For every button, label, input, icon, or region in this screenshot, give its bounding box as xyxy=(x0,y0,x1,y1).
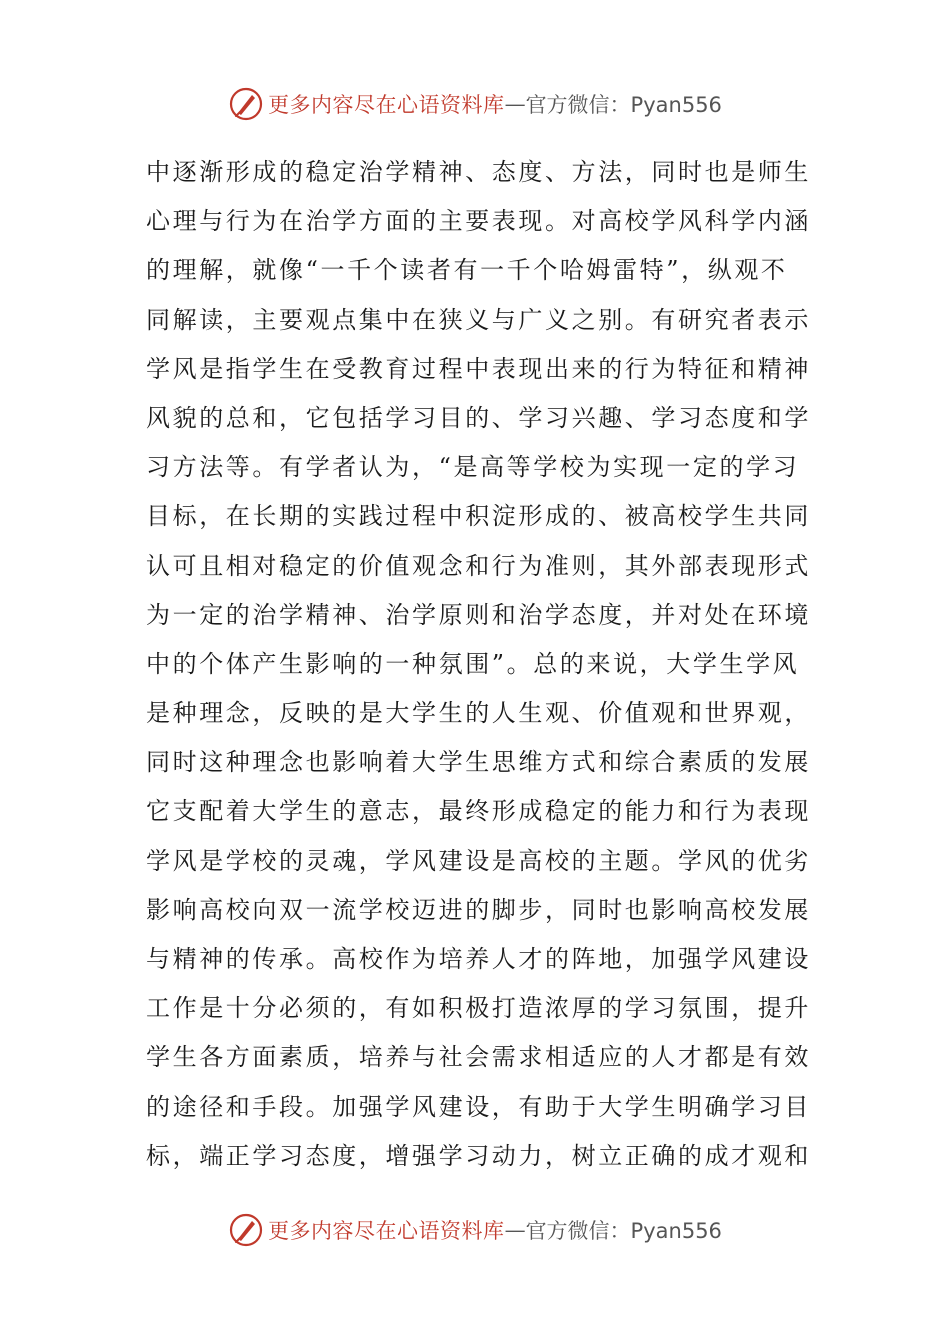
text-line: 工作是十分必须的，有如积极打造浓厚的学习氛围，提升 xyxy=(146,994,811,1023)
footer-watermark xyxy=(0,1210,950,1250)
header-watermark xyxy=(0,84,950,124)
watermark-brand: 更多内容尽在心语资料库 xyxy=(268,1219,505,1243)
body-text xyxy=(146,148,826,1181)
watermark-dash: — xyxy=(504,1218,526,1242)
watermark-wechat: 官方微信：Pyan556 xyxy=(525,1219,722,1243)
text-line: 习方法等。有学者认为，“是高等学校为实现一定的学习 xyxy=(146,453,800,482)
text-line: 影响高校向双一流学校迈进的脚步，同时也影响高校发展 xyxy=(146,895,811,924)
text-line: 中逐渐形成的稳定治学精神、态度、方法，同时也是师生 xyxy=(146,158,811,186)
text-line: 心理与行为在治学方面的主要表现。对高校学风科学内涵 xyxy=(146,207,811,236)
quill-pen-logo-icon xyxy=(228,1212,264,1248)
text-line: 为一定的治学精神、治学原则和治学态度，并对处在环境 xyxy=(146,600,811,629)
text-line: 中的个体产生影响的一种氛围”。总的来说，大学生学风 xyxy=(146,649,800,678)
text-line: 同解读，主要观点集中在狭义与广义之别。有研究者表示 xyxy=(146,305,811,334)
text-line: 的途径和手段。加强学风建设，有助于大学生明确学习目 xyxy=(146,1092,811,1121)
quill-pen-logo-icon xyxy=(228,86,264,122)
text-line: 与精神的传承。高校作为培养人才的阵地，加强学风建设 xyxy=(146,945,811,973)
text-line: 它支配着大学生的意志，最终形成稳定的能力和行为表现 xyxy=(146,797,811,826)
text-line: 是种理念，反映的是大学生的人生观、价值观和世界观， xyxy=(146,699,811,728)
watermark-brand: 更多内容尽在心语资料库 xyxy=(268,93,505,117)
text-line: 目标，在长期的实践过程中积淀形成的、被高校学生共同 xyxy=(146,502,811,531)
text-line: 认可且相对稳定的价值观念和行为准则，其外部表现形式 xyxy=(146,551,811,580)
text-line: 学生各方面素质，培养与社会需求相适应的人才都是有效 xyxy=(146,1043,811,1072)
text-line: 学风是学校的灵魂，学风建设是高校的主题。学风的优劣 xyxy=(146,846,811,875)
watermark-wechat: 官方微信：Pyan556 xyxy=(525,93,722,117)
text-line: 的理解，就像“一千个读者有一千个哈姆雷特”，纵观不 xyxy=(146,256,788,285)
text-line: 标，端正学习态度，增强学习动力，树立正确的成才观和 xyxy=(146,1141,811,1170)
watermark-dash: — xyxy=(504,92,526,116)
text-line: 学风是指学生在受教育过程中表现出来的行为特征和精神 xyxy=(146,354,811,383)
text-line: 同时这种理念也影响着大学生思维方式和综合素质的发展 xyxy=(146,748,811,777)
text-line: 风貌的总和，它包括学习目的、学习兴趣、学习态度和学 xyxy=(146,403,811,432)
